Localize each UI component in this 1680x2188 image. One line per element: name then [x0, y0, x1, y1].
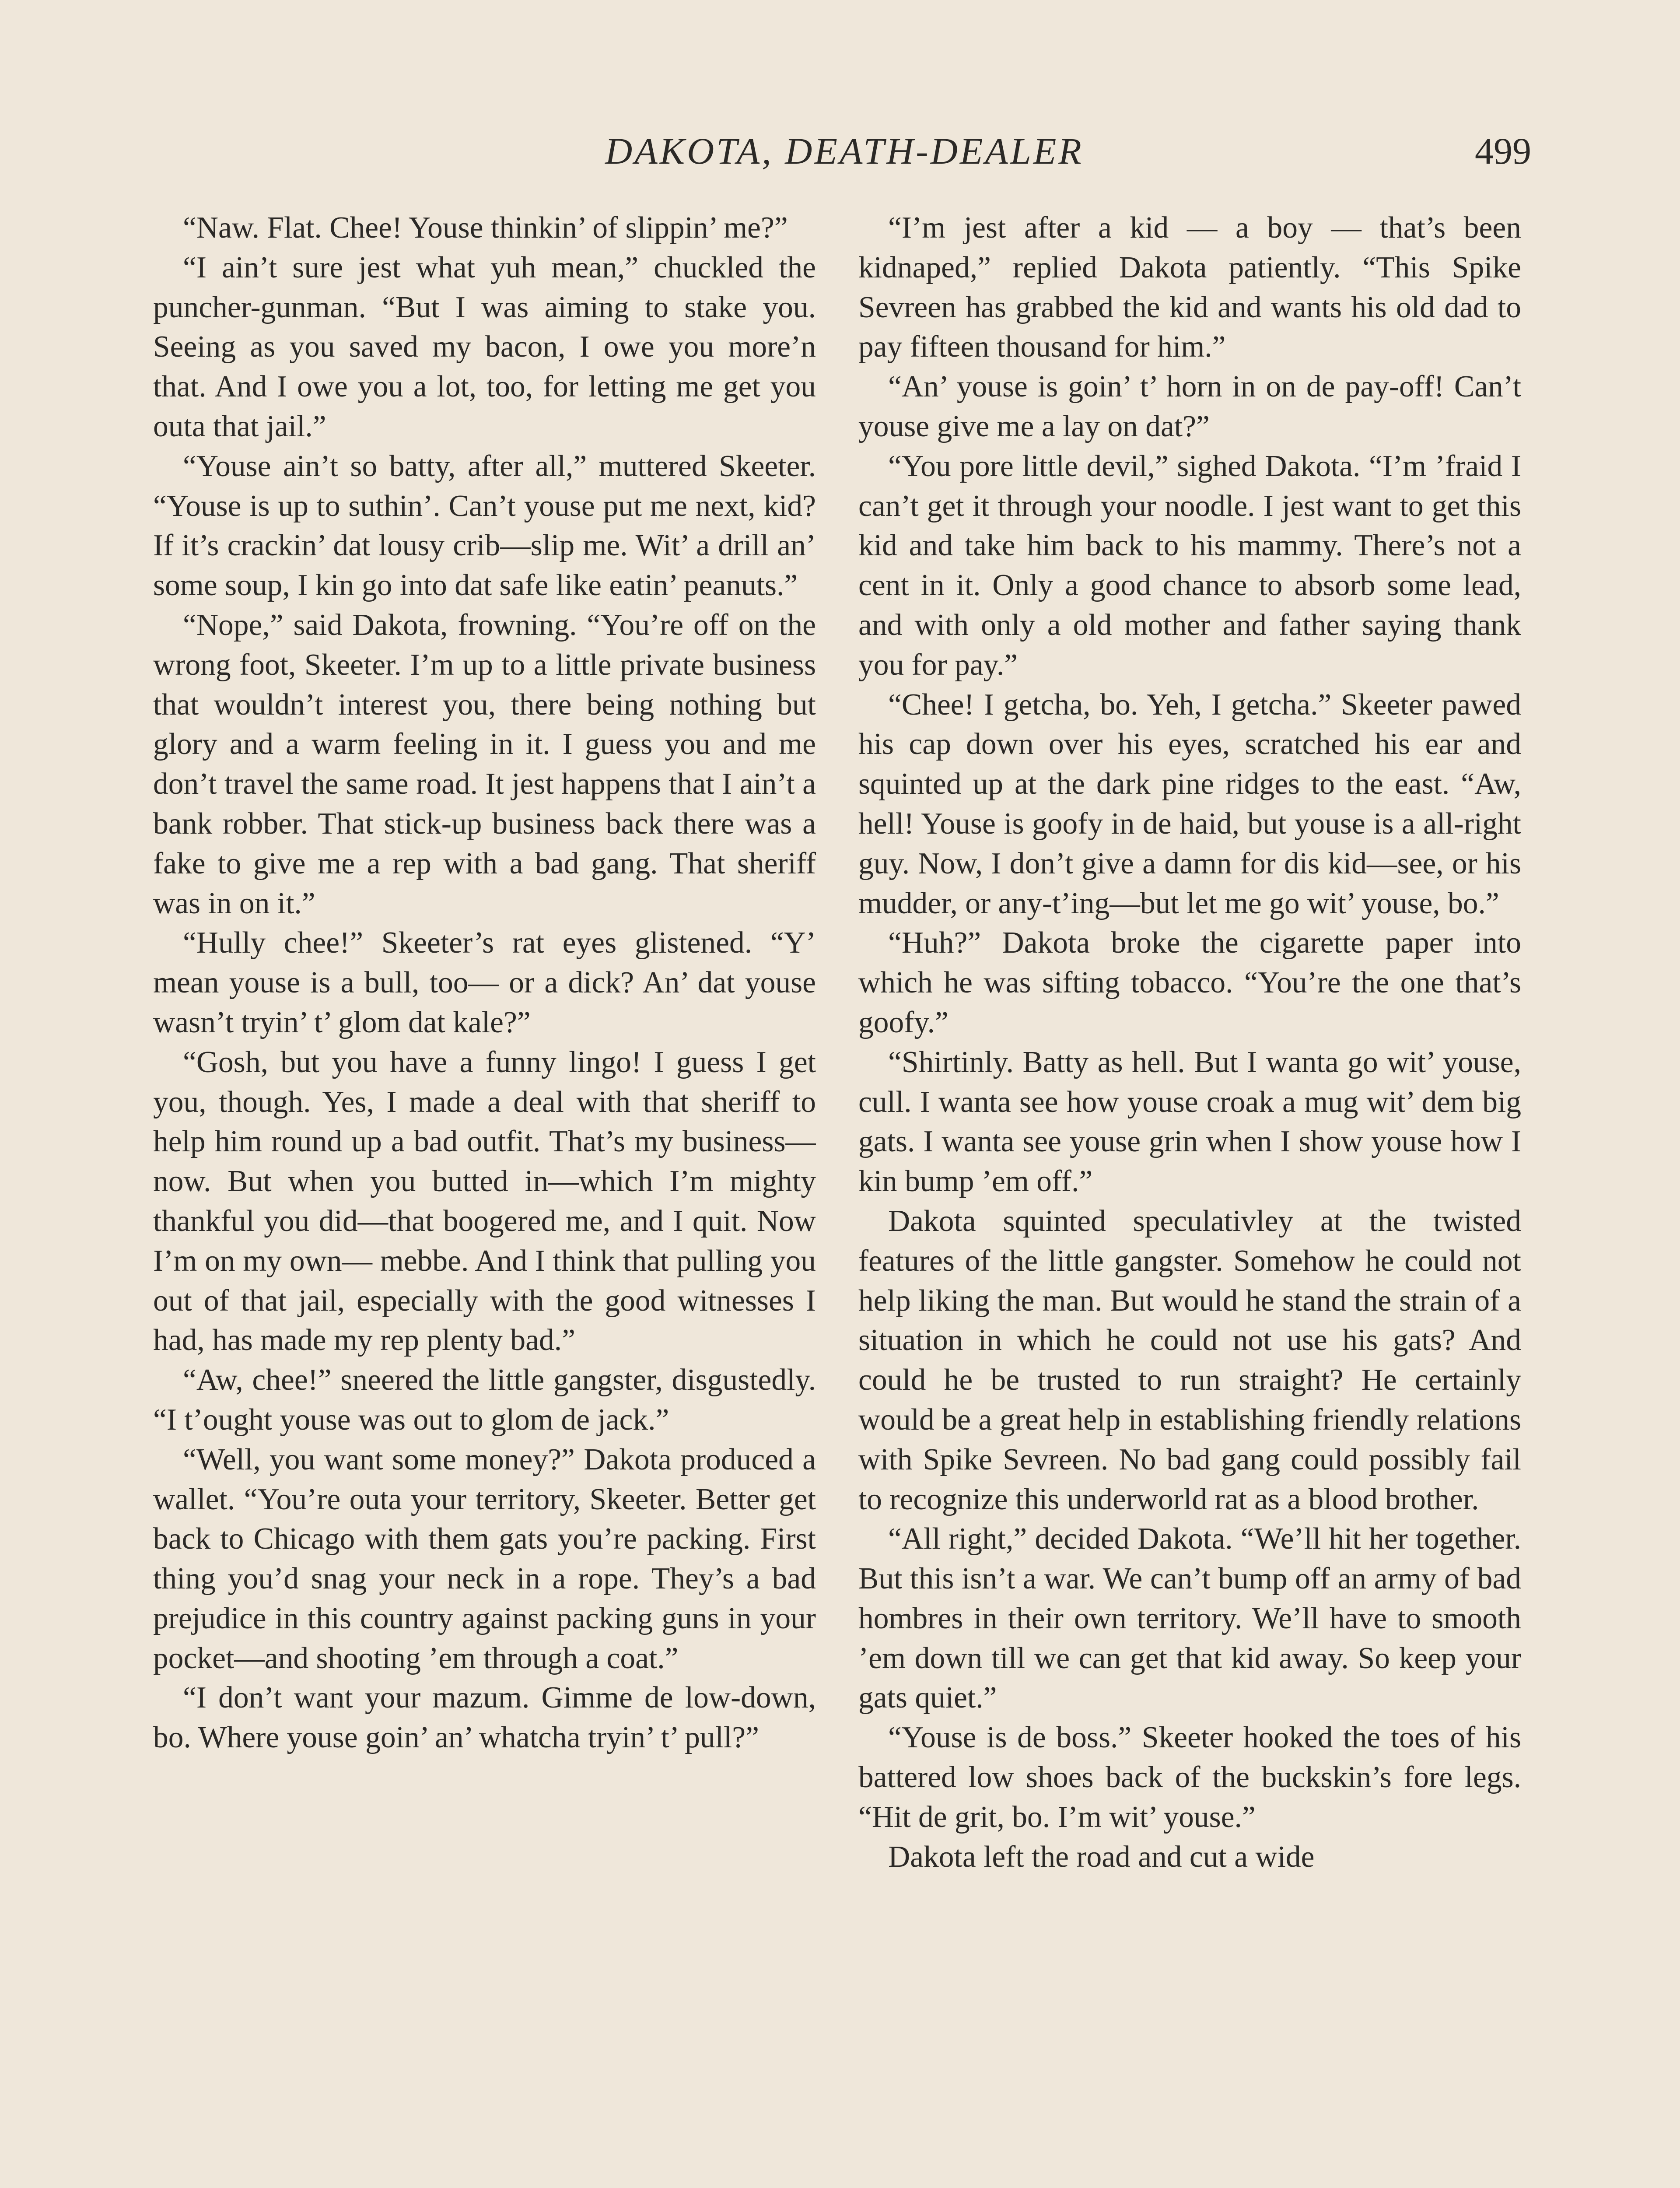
paragraph: “Hully chee!” Skeeter’s rat eyes glistened. “Y’ mean youse is a bull, too— or a dick? An’ dat youse wasn’t tryin’ t’ glom dat kale?”	[153, 926, 816, 1039]
paragraph: “Well, you want some money?” Dakota produced a wallet. “You’re outa your territory, Skeeter. Better get back to Chicago with them gats you’re packing. First thing you’d snag your neck in a rope. They’s a bad prejudice in this country against packing guns in your pocket—and shooting ’em through a coat.”	[153, 1442, 816, 1675]
paragraph: “Youse ain’t so batty, after all,” muttered Skeeter. “Youse is up to suthin’. Can’t youse put me next, kid? If it’s crackin’ dat lousy crib—slip me. Wit’ a drill an’ some soup, I kin go into dat safe like eatin’ peanuts.”	[153, 449, 816, 603]
paragraph: “Youse is de boss.” Skeeter hooked the toes of his battered low shoes back of the buckskin’s fore legs. “Hit de grit, bo. I’m wit’ youse.”	[858, 1721, 1521, 1834]
text-column-left	[153, 208, 816, 2188]
paragraph: “Shirtinly. Batty as hell. But I wanta go wit’ youse, cull. I wanta see how youse croak a mug wit’ dem big gats. I wanta see youse grin when I show youse how I kin bump ’em off.”	[858, 1045, 1521, 1199]
paragraph: Dakota squinted speculativley at the twisted features of the little gangster. Somehow he could not help liking the man. But would he stand the strain of a situation in which he could not use his gats? And could he be trusted to run straight? He certainly would be a great help in establishing friendly relations with Spike Sevreen. No bad gang could possibly fail to recognize this underworld rat as a blood brother.	[858, 1204, 1521, 1516]
paragraph: “All right,” decided Dakota. “We’ll hit her together. But this isn’t a war. We can’t bump off an army of bad hombres in their own territory. We’ll have to smooth ’em down till we can get that kid away. So keep your gats quiet.”	[858, 1522, 1521, 1715]
paragraph: “Aw, chee!” sneered the little gangster, disgustedly. “I t’ought youse was out to glom de jack.”	[153, 1363, 816, 1437]
paragraph: “Gosh, but you have a funny lingo! I guess I get you, though. Yes, I made a deal with that sheriff to help him round up a bad outfit. That’s my business—now. But when you butted in—which I’m mighty thankful you did—that boogered me, and I quit. Now I’m on my own— mebbe. And I think that pulling you out of that jail, especially with the good witnesses I had, has made my rep plenty bad.”	[153, 1045, 816, 1357]
paragraph: “I ain’t sure jest what yuh mean,” chuckled the puncher-gunman. “But I was aiming to stake you. Seeing as you saved my bacon, I owe you more’n that. And I owe you a lot, too, for letting me get you outa that jail.”	[153, 250, 816, 443]
paragraph: “Nope,” said Dakota, frowning. “You’re off on the wrong foot, Skeeter. I’m up to a little private business that wouldn’t interest you, there being nothing but glory and a warm feeling in it. I guess you and me don’t travel the same road. It jest happens that I ain’t a bank robber. That stick-up business back there was a fake to give me a rep with a bad gang. That sheriff was in on it.”	[153, 608, 816, 920]
running-title: DAKOTA, DEATH-DEALER	[605, 130, 1084, 172]
text-column-right	[858, 208, 1521, 2188]
page-number: 499	[1475, 130, 1531, 172]
paragraph: “I don’t want your mazum. Gimme de low-down, bo. Where youse goin’ an’ whatcha tryin’ t’ pull?”	[153, 1681, 816, 1755]
paragraph: Dakota left the road and cut a wide	[888, 1840, 1315, 1874]
paragraph: “You pore little devil,” sighed Dakota. “I’m ’fraid I can’t get it through your noodle. I jest want to get this kid and take him back to his mammy. There’s not a cent in it. Only a good chance to absorb some lead, and with only a old mother and father saying thank you for pay.”	[858, 449, 1521, 682]
page-header	[158, 127, 1531, 179]
paragraph: “Huh?” Dakota broke the cigarette paper into which he was sifting tobacco. “You’re the one that’s goofy.”	[858, 926, 1521, 1039]
paragraph: “I’m jest after a kid — a boy — that’s been kidnaped,” replied Dakota patiently. “This Spike Sevreen has grabbed the kid and wants his old dad to pay fifteen thousand for him.”	[858, 211, 1521, 364]
paragraph: “An’ youse is goin’ t’ horn in on de pay-off! Can’t youse give me a lay on dat?”	[858, 370, 1521, 443]
paragraph: “Chee! I getcha, bo. Yeh, I getcha.” Skeeter pawed his cap down over his eyes, scratched his ear and squinted up at the dark pine ridges to the east. “Aw, hell! Youse is goofy in de haid, but youse is a all-right guy. Now, I don’t give a damn for dis kid—see, or his mudder, or any-t’ing—but let me go wit’ youse, bo.”	[858, 687, 1521, 920]
paragraph: “Naw. Flat. Chee! Youse thinkin’ of slippin’ me?”	[183, 211, 788, 245]
